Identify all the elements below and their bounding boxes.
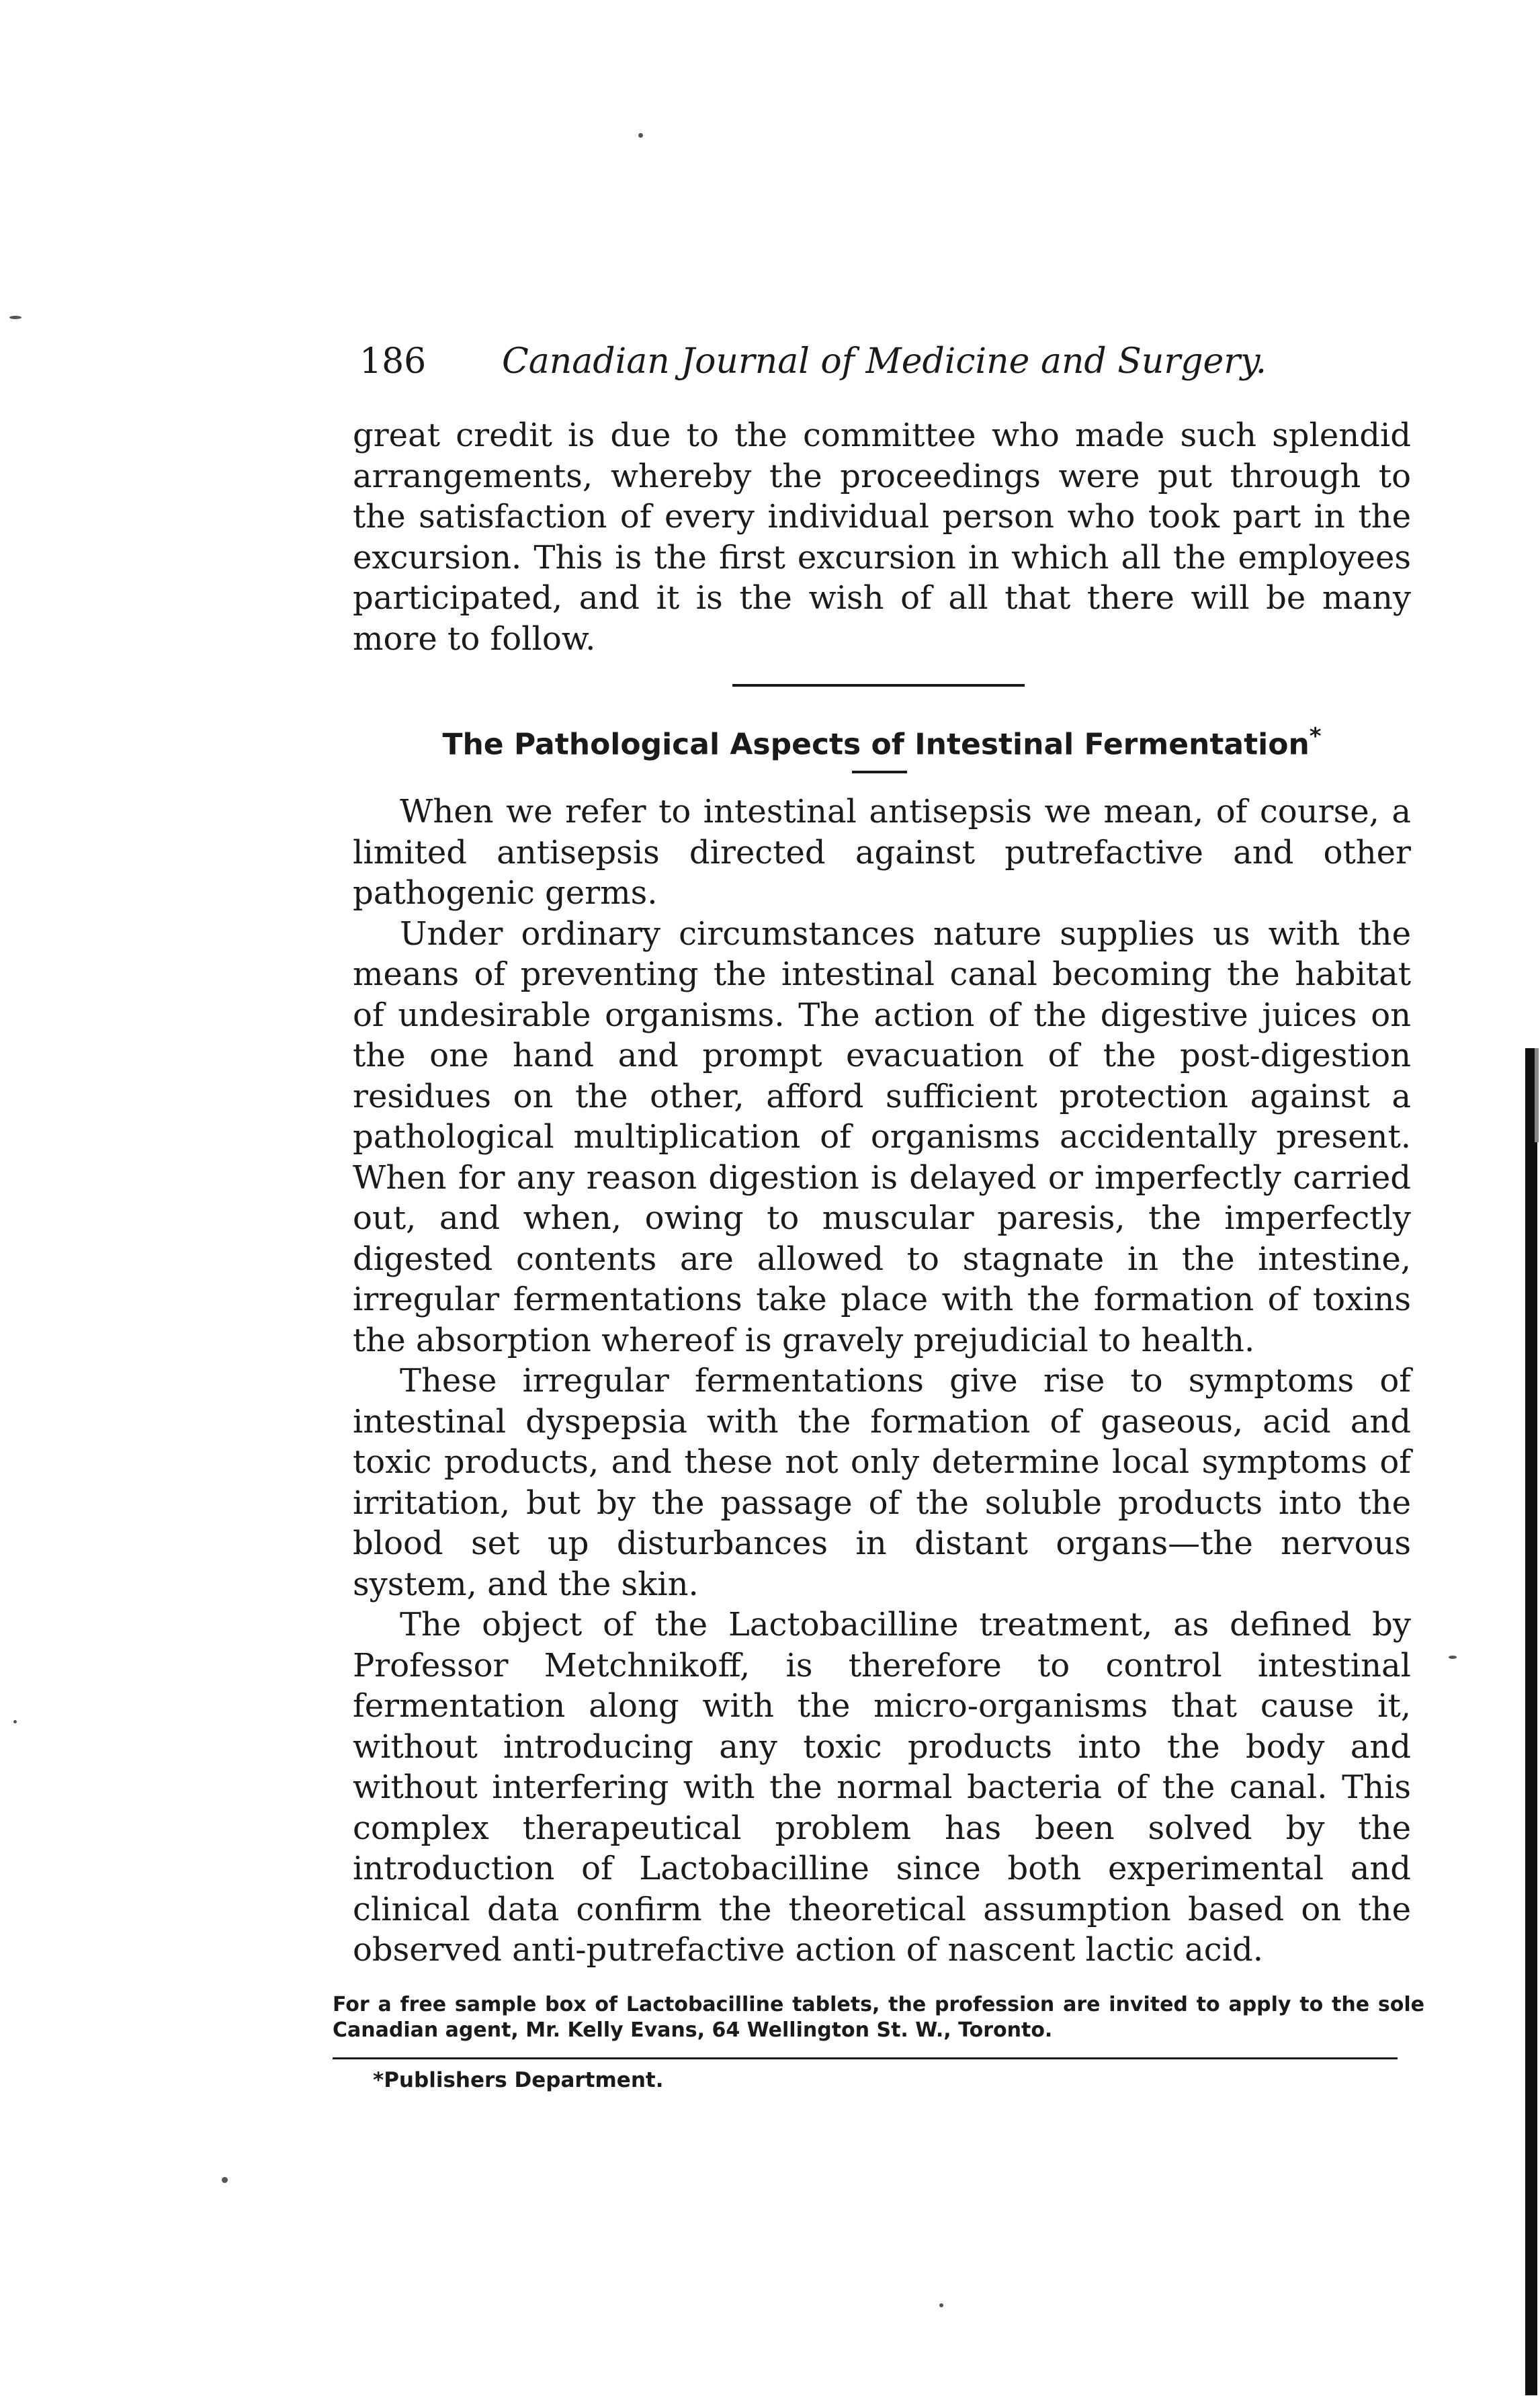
publishers-note: *Publishers Department.: [373, 2068, 664, 2092]
intro-paragraph: great credit is due to the committee who made such splendid arrangements, whereby the proceedings were put through to the satisfaction of every individual person who took part in the excursion. This is the first excursion in which all the employees participated, and it is the wish of all that there will be many more to follow.: [353, 417, 1411, 658]
sample-offer-note: For a free sample box of Lactobacilline tablets, the profession are invited to apply to the sole Canadian agent, Mr. Kelly Evans, 64 Wellington St. W., Toronto.: [333, 1993, 1424, 2042]
running-header: [359, 335, 1287, 388]
title-underline: [852, 771, 907, 773]
article-paragraph: When we refer to intestinal antisepsis we mean, of course, a limited antisepsis directed against putrefactive and other pathogenic germs.: [353, 793, 1411, 912]
title-footnote-marker: *: [1309, 723, 1322, 750]
scan-edge-shadow-faint: [1535, 1048, 1539, 1142]
scan-speck: [13, 1720, 17, 1723]
scan-edge-shadow: [1525, 1048, 1537, 2395]
article-paragraph: Under ordinary circumstances nature supplies us with the means of preventing the intestinal canal becoming the habitat of undesirable organisms. The action of the digestive juices on the one hand and prompt evacuation of the post-digestion residues on the other, afford sufficient protection against a pathological multiplication of organisms accidentally present. When for any reason digestion is delayed or imperfectly carried out, and when, owing to muscular paresis, the imperfectly digested contents are allowed to stagnate in the intestine, irregular fermentations take place with the formation of toxins the absorption whereof is gravely prejudicial to health.: [353, 914, 1411, 1359]
scan-speck: [9, 316, 22, 319]
scan-speck: [1449, 1656, 1457, 1659]
section-divider: [732, 684, 1025, 687]
article-title-text: The Pathological Aspects of Intestinal Fermentation: [442, 727, 1310, 762]
intro-text: [353, 415, 1411, 659]
footnote-rule: [333, 2057, 1398, 2059]
article-title: [353, 712, 1411, 769]
scan-speck: [638, 133, 643, 138]
article-paragraph: The object of the Lactobacilline treatment, as defined by Professor Metchnikoff, is therefore to control intestinal fermentation along with the micro-organisms that cause it, without introducing any toxic products into the body and without interfering with the normal bacteria of the canal. This complex therapeutical problem has been solved by the introduction of Lactobacilline since both experimental and clinical data confirm the theoretical assumption based on the observed anti-putrefactive action of nascent lactic acid.: [353, 1606, 1411, 1969]
scan-speck: [222, 2177, 228, 2183]
scan-speck: [939, 2303, 943, 2307]
page-number: 186: [359, 341, 427, 382]
article-paragraph: These irregular fermentations give rise to symptoms of intestinal dyspepsia with the formation of gaseous, acid and toxic products, and these not only determine local symptoms of irritation, but by the passage of the soluble products into the blood set up disturbances in distant organs—the nervous system, and the skin.: [353, 1362, 1411, 1603]
journal-title: Canadian Journal of Medicine and Surgery.: [502, 341, 1267, 382]
article-body: [353, 791, 1411, 1971]
